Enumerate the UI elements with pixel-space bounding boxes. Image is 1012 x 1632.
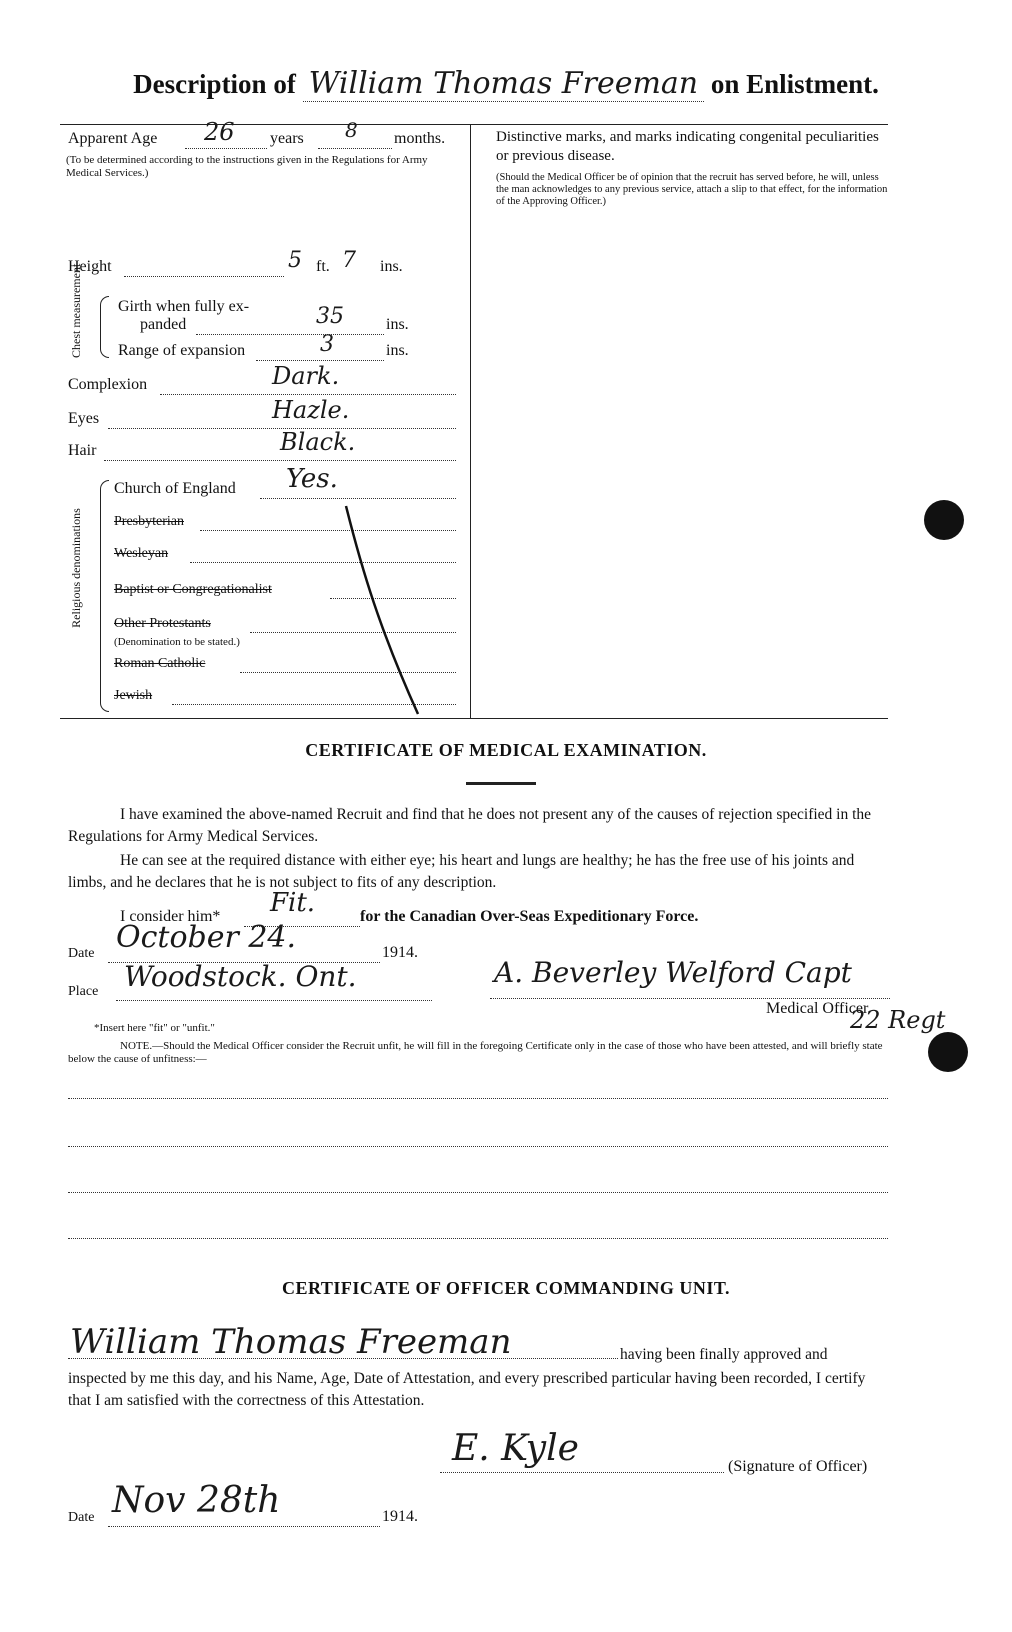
jewish-label: Jewish <box>114 688 153 703</box>
commanding-signature-line <box>440 1472 724 1473</box>
commanding-officer-signature: E. Kyle <box>452 1428 579 1469</box>
girth-label-1: Girth when fully ex- <box>118 298 250 315</box>
apparent-age-label: Apparent Age <box>68 130 158 147</box>
medical-date-label: Date <box>68 946 95 961</box>
consider-suffix-text: for the Canadian Over-Seas Expeditionary Force. <box>360 908 699 925</box>
eyes-label: Eyes <box>68 410 100 427</box>
medical-heading-rule <box>466 782 536 785</box>
title-prefix: Description of <box>133 69 296 99</box>
height-ft-label: ft. <box>316 258 330 275</box>
medical-officer-label: Medical Officer. <box>766 1000 872 1017</box>
hair-label: Hair <box>68 442 97 459</box>
hair-line <box>104 460 456 461</box>
height-line <box>124 276 284 277</box>
pen-stroke <box>340 500 430 720</box>
punch-hole-bottom <box>928 1032 968 1072</box>
unfit-reason-line-3 <box>68 1192 888 1193</box>
recruit-name: William Thomas Freeman <box>303 66 705 102</box>
range-label: Range of expansion <box>118 342 246 359</box>
top-rule <box>60 124 888 125</box>
column-divider <box>470 124 471 718</box>
commanding-date-value: Nov 28th <box>112 1480 281 1521</box>
commanding-date-year: 1914. <box>382 1508 418 1525</box>
height-label: Height <box>68 258 112 275</box>
presbyterian-label: Presbyterian <box>114 514 184 529</box>
form-title <box>0 66 1012 101</box>
medical-para-2: He can see at the required distance with either eye; his heart and lungs are healthy; he has the free use of his joints and limbs, and he declares that he is not subject to fits of any description. <box>68 852 855 891</box>
height-in-label: ins. <box>380 258 403 275</box>
distinctive-marks-heading: Distinctive marks, and marks indicating congenital peculiarities or previous disease. <box>496 129 879 164</box>
medical-para-1: I have examined the above-named Recruit and find that he does not present any of the causes of rejection specified in the Regulations for Army Medical Services. <box>68 806 872 845</box>
medical-place-value: Woodstock. Ont. <box>124 960 357 993</box>
commanding-date-label: Date <box>68 1510 95 1525</box>
title-suffix: on Enlistment. <box>710 69 879 99</box>
medical-officer-signature: A. Beverley Welford Capt <box>494 956 852 989</box>
insert-note: *Insert here "fit" or "unfit." <box>94 1022 215 1034</box>
commanding-para-first: having been finally approved and <box>620 1346 828 1363</box>
hair-value: Black. <box>280 428 356 456</box>
wesleyan-label: Wesleyan <box>114 546 169 561</box>
range-line <box>256 360 384 361</box>
complexion-line <box>160 394 456 395</box>
medical-place-line <box>116 1000 432 1001</box>
complexion-label: Complexion <box>68 376 148 393</box>
religion-side-label: Religious denominations <box>69 508 83 628</box>
height-in-value: 7 <box>342 248 356 273</box>
religion-bracket <box>100 480 109 712</box>
section-rule <box>60 718 888 719</box>
unfit-reason-line-2 <box>68 1146 888 1147</box>
age-months-line <box>318 148 392 149</box>
commanding-signature-label: (Signature of Officer) <box>728 1458 868 1475</box>
medical-unfit-note: NOTE.—Should the Medical Officer consider the Recruit unfit, he will fill in the foregoing Certificate only in the case of those who have been attested, and will briefly state below the cause of unfitness:— <box>68 1040 883 1065</box>
unfit-reason-line-4 <box>68 1238 888 1239</box>
age-note: (To be determined according to the instructions given in the Regulations for Army Medical Services.) <box>66 154 428 179</box>
age-months-value: 8 <box>345 118 358 142</box>
range-unit: ins. <box>386 342 409 359</box>
girth-unit: ins. <box>386 316 409 333</box>
age-months-label: months. <box>394 130 446 147</box>
commanding-date-line <box>108 1526 380 1527</box>
age-years-label: years <box>270 130 304 147</box>
other-protestants-note: (Denomination to be stated.) <box>114 636 240 648</box>
church-of-england-label: Church of England <box>114 480 236 497</box>
complexion-value: Dark. <box>272 362 340 390</box>
consider-prefix: I consider him* <box>120 908 221 925</box>
age-years-value: 26 <box>204 118 235 146</box>
range-value: 3 <box>320 332 334 357</box>
medical-date-year: 1914. <box>382 944 418 961</box>
girth-line <box>196 334 384 335</box>
commanding-heading: CERTIFICATE OF OFFICER COMMANDING UNIT. <box>281 1278 731 1298</box>
age-years-line <box>185 148 267 149</box>
roman-catholic-label: Roman Catholic <box>114 656 206 671</box>
church-of-england-line <box>260 498 456 499</box>
consider-value: Fit. <box>270 888 316 918</box>
medical-place-label: Place <box>68 984 99 999</box>
medical-officer-unit: 22 Regt <box>850 1006 946 1034</box>
commanding-para-rest: inspected by me this day, and his Name, Age, Date of Attestation, and every prescribed particular having been recorded, I certify that I am satisfied with the correctness of this Attestation. <box>68 1370 866 1409</box>
medical-signature-line <box>490 998 890 999</box>
height-ft-value: 5 <box>288 248 302 273</box>
eyes-value: Hazle. <box>272 396 350 424</box>
baptist-label: Baptist or Congregationalist <box>114 582 272 597</box>
other-protestants-label: Other Protestants <box>114 616 211 631</box>
girth-value: 35 <box>316 304 344 329</box>
unfit-reason-line-1 <box>68 1098 888 1099</box>
distinctive-marks-note: (Should the Medical Officer be of opinion that the recruit has served before, he will, unless the man acknowledges to any previous service, attach a slip to that effect, for the information of the Approving Officer.) <box>496 172 888 207</box>
chest-side-label: Chest measurement <box>69 263 83 358</box>
consider-suffix <box>360 908 698 926</box>
church-of-england-value: Yes. <box>286 464 338 494</box>
medical-date-value: October 24. <box>116 920 297 955</box>
medical-heading: CERTIFICATE OF MEDICAL EXAMINATION. <box>305 740 707 760</box>
commanding-name-value: William Thomas Freeman <box>70 1322 512 1362</box>
punch-hole-top <box>924 500 964 540</box>
girth-label-2: panded <box>140 316 187 333</box>
chest-bracket <box>100 296 109 358</box>
